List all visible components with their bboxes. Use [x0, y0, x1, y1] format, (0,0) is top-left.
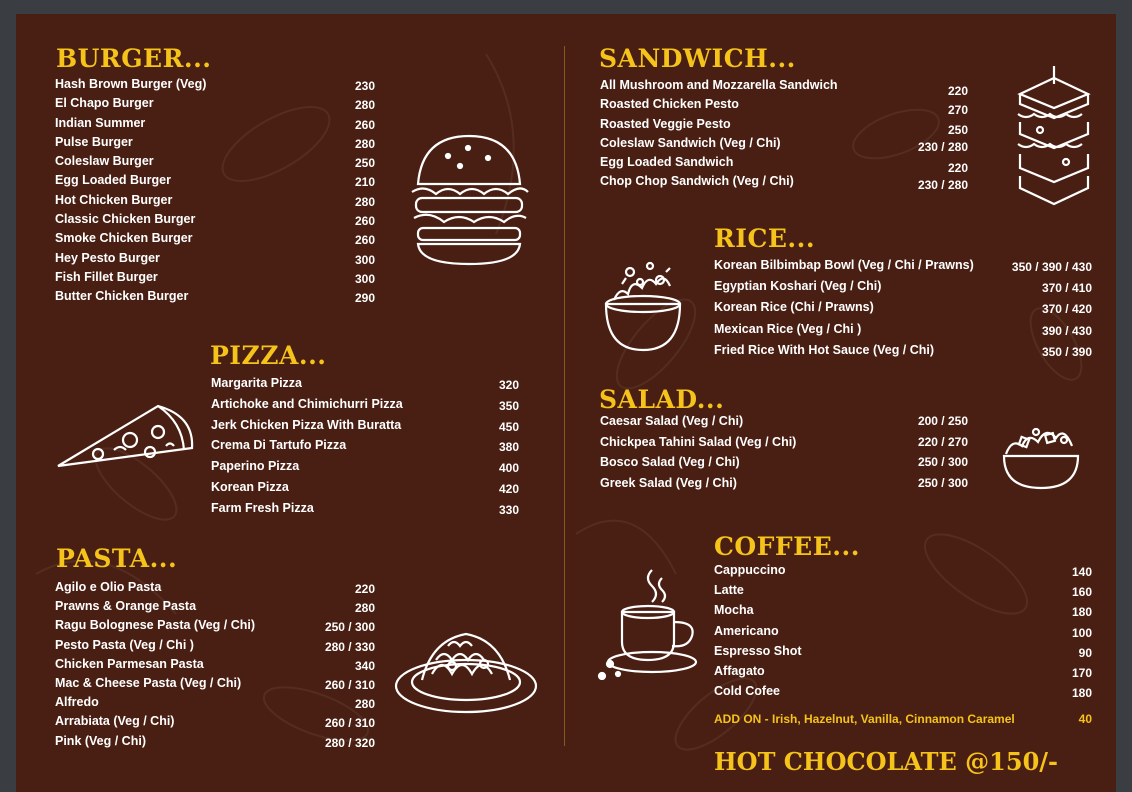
- menu-item: [714, 583, 1092, 603]
- item-name: Coleslaw Burger: [55, 154, 154, 169]
- menu-page: [16, 14, 1116, 792]
- item-price: 220: [354, 582, 375, 596]
- item-name: Mocha: [714, 603, 754, 618]
- menu-item: [714, 603, 1092, 623]
- coffee-cup-icon: [596, 568, 700, 680]
- item-price: 350 / 390 / 430: [1011, 260, 1092, 274]
- item-name: Ragu Bolognese Pasta (Veg / Chi): [55, 618, 256, 633]
- item-price: 230: [354, 79, 375, 93]
- item-price: 370 / 420: [1041, 302, 1092, 317]
- item-price: 370 / 410: [1041, 281, 1092, 296]
- menu-item: [211, 501, 519, 522]
- item-name: Jerk Chicken Pizza With Buratta: [211, 417, 402, 432]
- item-name: Fish Fillet Burger: [55, 269, 158, 284]
- item-price: 260: [354, 214, 375, 229]
- item-price: 250 / 300: [324, 620, 375, 635]
- menu-item: [600, 174, 968, 193]
- item-name: Farm Fresh Pizza: [211, 500, 314, 515]
- menu-item: [55, 77, 375, 96]
- sandwich-list: [600, 78, 968, 194]
- item-price: 260 / 310: [324, 677, 375, 692]
- menu-item: [600, 97, 968, 116]
- item-price: 390 / 430: [1041, 323, 1092, 338]
- menu-item: [714, 343, 1092, 364]
- item-name: All Mushroom and Mozzarella Sandwich: [600, 78, 838, 92]
- item-price: 210: [354, 175, 375, 190]
- item-price: 140: [1071, 565, 1092, 579]
- menu-item: [211, 438, 519, 459]
- pizza-slice-icon: [54, 400, 196, 472]
- pizza-section-title: PIZZA...: [210, 341, 327, 370]
- item-price: 230 / 280: [917, 139, 968, 154]
- item-price: 400: [498, 461, 519, 476]
- burger-icon: [404, 132, 534, 272]
- menu-item: [55, 618, 375, 637]
- item-price: 280: [354, 194, 375, 209]
- item-price: 250 / 300: [917, 475, 968, 490]
- item-name: Margarita Pizza: [211, 376, 303, 390]
- item-price: 280 / 320: [324, 735, 375, 750]
- item-name: Roasted Chicken Pesto: [600, 97, 739, 112]
- item-name: Pesto Pasta (Veg / Chi ): [55, 637, 194, 652]
- item-price: 250 / 300: [917, 455, 968, 470]
- item-price: 260: [354, 117, 375, 132]
- item-name: Korean Pizza: [211, 479, 289, 494]
- rice-list: [714, 258, 1092, 364]
- menu-item: [55, 96, 375, 115]
- item-price: 220: [947, 84, 968, 98]
- item-price: 260 / 310: [324, 716, 375, 731]
- menu-item: [55, 695, 375, 714]
- coffee-addon-row: [714, 712, 1092, 732]
- item-price: 280: [354, 601, 375, 616]
- menu-item: [714, 258, 1092, 279]
- menu-item: [55, 116, 375, 135]
- menu-item: [55, 580, 375, 599]
- menu-item: [55, 714, 375, 733]
- menu-item: [714, 684, 1092, 704]
- menu-item: [211, 459, 519, 480]
- menu-item: [211, 418, 519, 439]
- item-price: 350: [498, 398, 519, 413]
- menu-item: [55, 135, 375, 154]
- menu-item: [55, 599, 375, 618]
- item-name: Cappuccino: [714, 563, 786, 577]
- item-name: Butter Chicken Burger: [55, 289, 189, 304]
- item-price: 180: [1071, 605, 1092, 620]
- item-name: Arrabiata (Veg / Chi): [55, 714, 175, 729]
- rice-bowl-icon: [600, 254, 686, 356]
- menu-item: [600, 117, 968, 136]
- item-name: Korean Rice (Chi / Prawns): [714, 300, 874, 315]
- item-price: 380: [498, 440, 519, 455]
- item-price: 420: [498, 481, 519, 496]
- menu-item: [211, 480, 519, 501]
- item-price: 100: [1071, 625, 1092, 640]
- item-price: 230 / 280: [917, 178, 968, 193]
- item-price: 170: [1071, 665, 1092, 680]
- viewer-top-strip: [0, 0, 1132, 14]
- item-name: Affagato: [714, 663, 765, 678]
- item-name: Hey Pesto Burger: [55, 250, 160, 265]
- menu-item: [714, 563, 1092, 583]
- item-name: Crema Di Tartufo Pizza: [211, 438, 347, 453]
- item-name: Pink (Veg / Chi): [55, 733, 146, 748]
- menu-item: [55, 251, 375, 270]
- menu-item: [714, 624, 1092, 644]
- item-price: 90: [1078, 645, 1092, 660]
- menu-item: [55, 289, 375, 308]
- item-price: 220: [947, 161, 968, 176]
- menu-item: [55, 154, 375, 173]
- item-name: Korean Bilbimbap Bowl (Veg / Chi / Prawns): [714, 258, 974, 272]
- item-name: Indian Summer: [55, 115, 146, 130]
- item-price: 280: [354, 697, 375, 712]
- salad-bowl-icon: [1000, 426, 1082, 490]
- item-price: 280: [354, 98, 375, 113]
- item-price: 350 / 390: [1041, 344, 1092, 359]
- item-name: Fried Rice With Hot Sauce (Veg / Chi): [714, 342, 935, 357]
- item-name: Hot Chicken Burger: [55, 192, 173, 207]
- hot-chocolate-banner: HOT CHOCOLATE @150/-: [714, 747, 1059, 776]
- item-name: Caesar Salad (Veg / Chi): [600, 414, 744, 428]
- salad-list: [600, 414, 968, 496]
- item-price: 450: [498, 419, 519, 434]
- menu-item: [600, 136, 968, 155]
- item-price: 280 / 330: [324, 639, 375, 654]
- item-price: 220 / 270: [917, 434, 968, 449]
- item-name: Prawns & Orange Pasta: [55, 599, 197, 614]
- menu-item: [714, 644, 1092, 664]
- menu-item: [714, 322, 1092, 343]
- item-price: 290: [354, 291, 375, 306]
- item-name: Latte: [714, 583, 744, 598]
- item-name: Alfredo: [55, 695, 99, 710]
- sandwich-icon: [1012, 64, 1094, 214]
- salad-section-title: SALAD...: [599, 385, 725, 414]
- item-name: Egg Loaded Burger: [55, 173, 171, 188]
- item-price: 270: [947, 103, 968, 118]
- menu-item: [714, 279, 1092, 300]
- sandwich-section-title: SANDWICH...: [599, 44, 796, 73]
- item-name: Cold Cofee: [714, 684, 780, 699]
- item-name: Coleslaw Sandwich (Veg / Chi): [600, 135, 781, 150]
- item-name: Mac & Cheese Pasta (Veg / Chi): [55, 675, 242, 690]
- item-name: Chickpea Tahini Salad (Veg / Chi): [600, 434, 797, 449]
- item-name: Classic Chicken Burger: [55, 212, 196, 227]
- item-name: Roasted Veggie Pesto: [600, 116, 731, 131]
- pasta-plate-icon: [392, 620, 540, 716]
- addon-price: 40: [1078, 712, 1092, 726]
- item-price: 160: [1071, 585, 1092, 600]
- item-price: 250: [354, 156, 375, 171]
- column-divider: [564, 46, 565, 746]
- menu-item: [55, 173, 375, 192]
- pasta-section-title: PASTA...: [56, 544, 178, 573]
- item-price: 250: [947, 122, 968, 137]
- menu-item: [55, 231, 375, 250]
- menu-item: [55, 638, 375, 657]
- menu-item: [714, 664, 1092, 684]
- menu-item: [600, 155, 968, 174]
- item-price: 330: [498, 502, 519, 517]
- menu-item: [211, 397, 519, 418]
- item-name: Paperino Pizza: [211, 459, 300, 474]
- item-name: Greek Salad (Veg / Chi): [600, 475, 737, 490]
- item-name: Artichoke and Chimichurri Pizza: [211, 396, 403, 411]
- item-name: Pulse Burger: [55, 134, 133, 149]
- coffee-list: [714, 563, 1092, 704]
- item-price: 340: [354, 658, 375, 673]
- item-name: El Chapo Burger: [55, 96, 154, 111]
- item-price: 260: [354, 233, 375, 248]
- menu-item: [600, 78, 968, 97]
- item-price: 300: [354, 252, 375, 267]
- menu-item: [55, 676, 375, 695]
- item-price: 300: [354, 271, 375, 286]
- menu-item: [714, 300, 1092, 321]
- item-name: Americano: [714, 623, 779, 638]
- item-name: Mexican Rice (Veg / Chi ): [714, 321, 862, 336]
- rice-section-title: RICE...: [714, 224, 816, 253]
- item-price: 320: [498, 378, 519, 392]
- menu-item: [55, 193, 375, 212]
- item-name: Bosco Salad (Veg / Chi): [600, 455, 740, 470]
- burger-list: [55, 77, 375, 309]
- menu-item: [600, 455, 968, 476]
- menu-item: [600, 414, 968, 435]
- item-name: Chicken Parmesan Pasta: [55, 656, 204, 671]
- menu-item: [600, 476, 968, 497]
- menu-item: [55, 734, 375, 753]
- item-name: Agilo e Olio Pasta: [55, 580, 162, 594]
- item-name: Espresso Shot: [714, 643, 802, 658]
- pizza-list: [211, 376, 519, 522]
- menu-item: [55, 270, 375, 289]
- item-name: Egg Loaded Sandwich: [600, 155, 734, 170]
- item-price: 200 / 250: [917, 414, 968, 428]
- item-price: 280: [354, 136, 375, 151]
- item-name: Egyptian Koshari (Veg / Chi): [714, 279, 882, 294]
- burger-section-title: BURGER...: [56, 44, 212, 73]
- item-name: Smoke Chicken Burger: [55, 231, 193, 246]
- coffee-section-title: COFFEE...: [714, 532, 860, 561]
- menu-item: [55, 212, 375, 231]
- item-name: Hash Brown Burger (Veg): [55, 77, 207, 91]
- addon-label: ADD ON - Irish, Hazelnut, Vanilla, Cinnamon Caramel: [714, 712, 1015, 726]
- menu-item: [600, 435, 968, 456]
- item-price: 180: [1071, 686, 1092, 701]
- pasta-list: [55, 580, 375, 753]
- item-name: Chop Chop Sandwich (Veg / Chi): [600, 174, 794, 189]
- menu-item: [55, 657, 375, 676]
- menu-item: [211, 376, 519, 397]
